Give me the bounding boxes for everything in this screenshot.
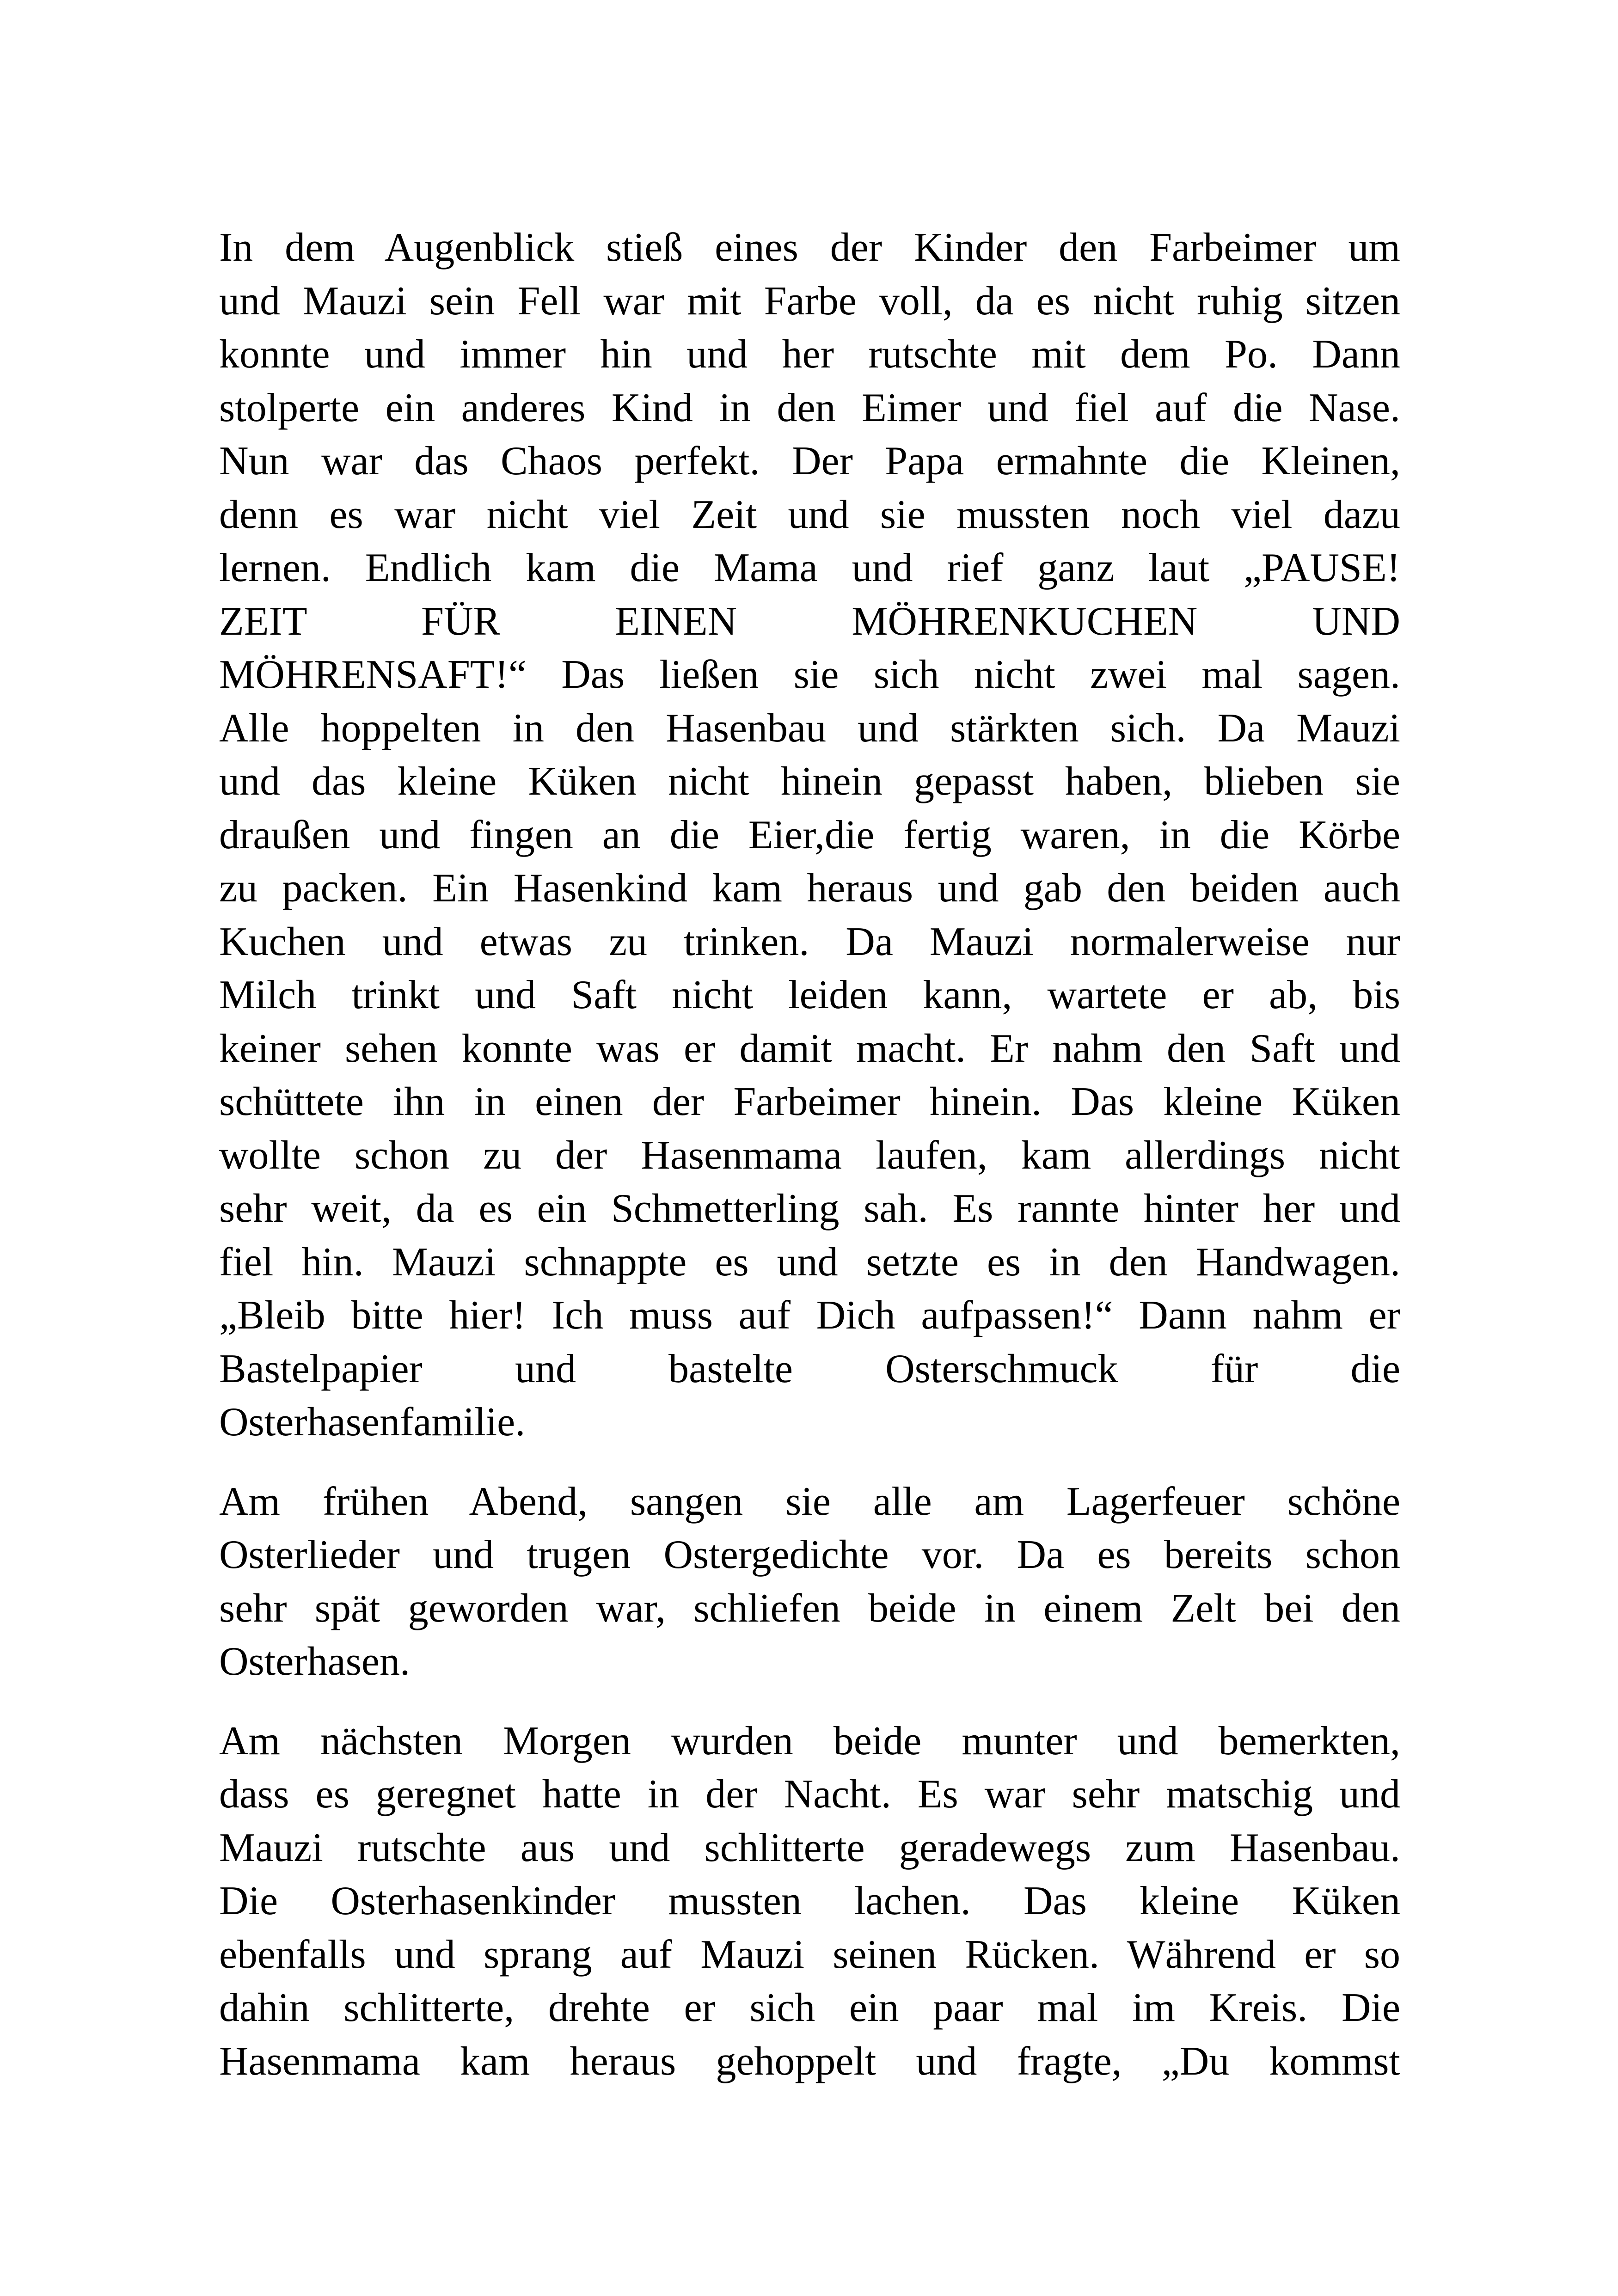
text-line: Alle hoppelten in den Hasenbau und stärkten sich. Da Mauzi <box>219 705 1400 751</box>
paragraph <box>219 221 1400 1449</box>
text-line: Nun war das Chaos perfekt. Der Papa ermahnte die Kleinen, <box>219 439 1400 484</box>
text-line: und Mauzi sein Fell war mit Farbe voll, da es nicht ruhig sitzen <box>219 278 1400 324</box>
text-line: und das kleine Küken nicht hinein gepasst haben, blieben sie <box>219 759 1400 804</box>
text-line: keiner sehen konnte was er damit macht. Er nahm den Saft und <box>219 1026 1400 1071</box>
text-line: konnte und immer hin und her rutschte mit dem Po. Dann <box>219 332 1400 377</box>
text-line: zu packen. Ein Hasenkind kam heraus und gab den beiden auch <box>219 866 1400 911</box>
text-line: lernen. Endlich kam die Mama und rief ganz laut „PAUSE! <box>219 545 1400 590</box>
text-line: ZEIT FÜR EINEN MÖHRENKUCHEN UND <box>219 599 1400 644</box>
paragraph <box>219 1714 1400 2088</box>
text-line: Milch trinkt und Saft nicht leiden kann, wartete er ab, bis <box>219 973 1400 1017</box>
text-line: fiel hin. Mauzi schnappte es und setzte es in den Handwagen. <box>219 1239 1400 1285</box>
text-line: MÖHRENSAFT!“ Das ließen sie sich nicht zwei mal sagen. <box>219 652 1400 697</box>
text-line: draußen und fingen an die Eier,die fertig waren, in die Körbe <box>219 812 1400 857</box>
text-line: Die Osterhasenkinder mussten lachen. Das kleine Küken <box>219 1879 1400 1923</box>
text-line: Osterhasen. <box>219 1639 410 1684</box>
text-line: ebenfalls und sprang auf Mauzi seinen Rücken. Während er so <box>219 1932 1400 1977</box>
text-line: stolperte ein anderes Kind in den Eimer und fiel auf die Nase. <box>219 385 1400 430</box>
text-line: dahin schlitterte, drehte er sich ein paar mal im Kreis. Die <box>219 1985 1400 2030</box>
text-line: Mauzi rutschte aus und schlitterte geradewegs zum Hasenbau. <box>219 1825 1400 1870</box>
story-text <box>219 221 1400 2088</box>
text-line: denn es war nicht viel Zeit und sie mussten noch viel dazu <box>219 492 1400 537</box>
text-line: Am nächsten Morgen wurden beide munter und bemerkten, <box>219 1718 1400 1763</box>
text-line: dass es geregnet hatte in der Nacht. Es war sehr matschig und <box>219 1772 1400 1817</box>
text-line: Kuchen und etwas zu trinken. Da Mauzi normalerweise nur <box>219 919 1400 964</box>
text-line: Hasenmama kam heraus gehoppelt und fragte, „Du kommst <box>219 2039 1400 2084</box>
text-line: Osterlieder und trugen Ostergedichte vor. Da es bereits schon <box>219 1532 1400 1577</box>
text-line: Bastelpapier und bastelte Osterschmuck für die <box>219 1346 1400 1391</box>
text-line: sehr weit, da es ein Schmetterling sah. Es rannte hinter her und <box>219 1186 1400 1231</box>
text-line: schüttete ihn in einen der Farbeimer hinein. Das kleine Küken <box>219 1079 1400 1124</box>
paragraph <box>219 1475 1400 1689</box>
text-line: wollte schon zu der Hasenmama laufen, kam allerdings nicht <box>219 1133 1400 1178</box>
text-line: sehr spät geworden war, schliefen beide in einem Zelt bei den <box>219 1586 1400 1631</box>
text-line: „Bleib bitte hier! Ich muss auf Dich aufpassen!“ Dann nahm er <box>219 1293 1400 1338</box>
text-line: Am frühen Abend, sangen sie alle am Lagerfeuer schöne <box>219 1479 1400 1524</box>
text-line: In dem Augenblick stieß eines der Kinder den Farbeimer um <box>219 225 1400 270</box>
text-line: Osterhasenfamilie. <box>219 1400 526 1445</box>
